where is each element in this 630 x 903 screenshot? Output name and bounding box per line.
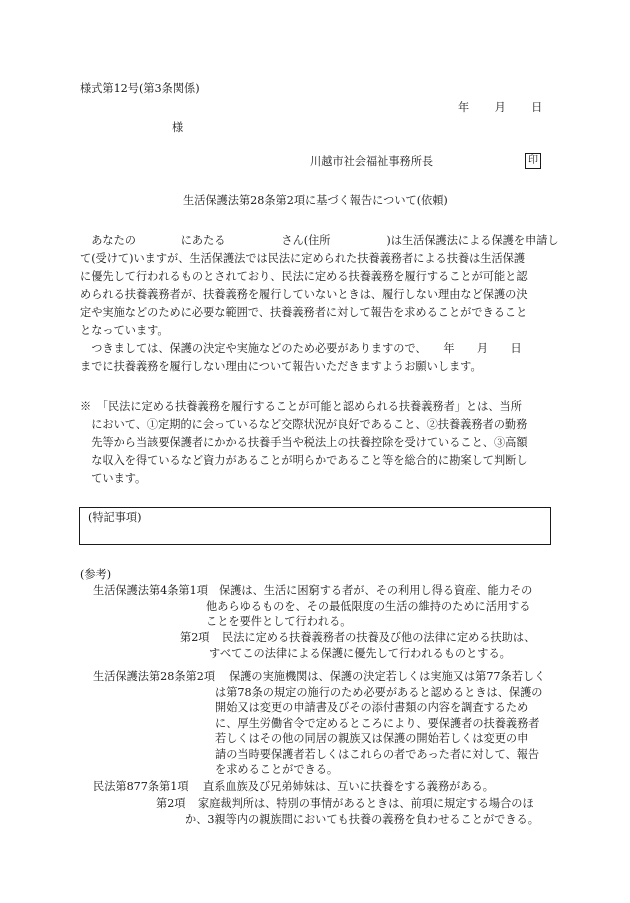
ref-art28-text xyxy=(215,669,546,778)
body-line: あなたの にあたる さん(住所 )は生活保護法による保護を申請し xyxy=(80,234,559,247)
ref-line: か、3親等内の親族間においても扶養の義務を負わせることができる。 xyxy=(185,812,539,826)
body-paragraph xyxy=(80,232,559,376)
body-line: となっています。 xyxy=(80,324,169,337)
ref-line: 請の当時要保護者若しくはこれらの者であった者に対して、報告 xyxy=(215,747,540,761)
ref-line: は第78条の規定の施行のため必要があると認めるときは、保護の xyxy=(215,685,543,699)
ref-civil877-p2-label: 第2項 xyxy=(156,797,186,810)
note-line: な収入を得ているなど資力があることが明らかであること等を総合的に勘案して判断し xyxy=(80,454,528,467)
note-line: 先等から当該要保護者にかかる扶養手当や税法上の扶養控除を受けていること、③高額 xyxy=(80,436,528,449)
body-line: 定や実施などのために必要な範囲で、扶養義務者に対して報告を求めることができること xyxy=(80,306,528,319)
ref-line: 開始又は変更の申請書及びその添付書類の内容を調査するため xyxy=(215,701,529,714)
ref-line: すべてこの法律による保護に優先して行われるものとする。 xyxy=(209,646,511,660)
seal-stamp: 印 xyxy=(525,153,541,169)
ref-line: 保護は、生活に困窮する者が、その利用し得る資産、能力その xyxy=(219,584,533,597)
ref-line: 民法に定める扶養義務者の扶養及び他の法律に定める扶助は、 xyxy=(222,631,536,644)
ref-art28-label: 生活保護法第28条第2項 xyxy=(93,670,216,683)
ref-line: を求めることができる。 xyxy=(215,763,339,776)
note-line: ています。 xyxy=(80,472,147,485)
ref-line: 家庭裁判所は、特別の事情があるときは、前項に規定する場合のほ xyxy=(198,797,534,810)
ref-line: に、厚生労働省令で定めるところにより、要保護者の扶養義務者 xyxy=(215,716,540,730)
body-line: められる扶養義務者が、扶養義務を履行していないときは、履行しない理由など保護の決 xyxy=(80,288,528,301)
ref-line: 直系血族及び兄弟姉妹は、互いに扶養をする義務がある。 xyxy=(203,780,494,793)
special-notes-label: (特記事項) xyxy=(88,511,142,524)
date-placeholder: 年 月 日 xyxy=(458,101,544,114)
note-line: ※ 「民法に定める扶養義務を履行することが可能と認められる扶養義務者」とは、当所 xyxy=(80,400,522,413)
body-line: に優先して行われるものとされており、民法に定める扶養義務を履行することが可能と認 xyxy=(80,270,528,283)
sender-name: 川越市社会福祉事務所長 xyxy=(310,155,434,168)
addressee-suffix: 様 xyxy=(172,121,184,134)
ref-civil877-p2-text xyxy=(185,796,539,827)
ref-line: 保護の実施機関は、保護の決定若しくは実施又は第77条若しく xyxy=(229,670,546,683)
ref-civil877-p1-label: 民法第877条第1項 xyxy=(93,780,189,793)
body-line: までに扶養義務を履行しない理由について報告いただきますようお願いします。 xyxy=(80,360,482,373)
ref-art4-p2-label: 第2項 xyxy=(180,631,210,644)
note-line: において、①定期的に会っているなど交際状況が良好であること、②扶養義務者の勤務 xyxy=(80,418,528,431)
document-title: 生活保護法第28条第2項に基づく報告について(依頼) xyxy=(183,194,448,207)
ref-art4-p1-text xyxy=(206,583,533,630)
special-notes-box xyxy=(79,507,551,545)
ref-civil877-p1-text xyxy=(203,779,494,795)
reference-heading: (参考) xyxy=(80,568,112,581)
note-paragraph xyxy=(80,398,552,488)
form-label: 様式第12号(第3条関係) xyxy=(80,82,200,95)
ref-line: 他あらゆるものを、その最低限度の生活の維持のために活用する xyxy=(206,599,531,613)
body-line: つきましては、保護の決定や実施などのため必要がありますので、 年 月 日 xyxy=(80,342,522,355)
ref-line: ことを要件として行われる。 xyxy=(206,615,352,628)
ref-line: 若しくはその他の同居の親族又は保護の開始若しくは変更の申 xyxy=(215,732,529,745)
ref-art4-p1-label: 生活保護法第4条第1項 xyxy=(93,584,208,597)
body-line: て(受けて)いますが、生活保護法では民法に定められた扶養義務者による扶養は生活保護 xyxy=(80,252,526,265)
ref-art4-p2-text xyxy=(209,630,536,661)
